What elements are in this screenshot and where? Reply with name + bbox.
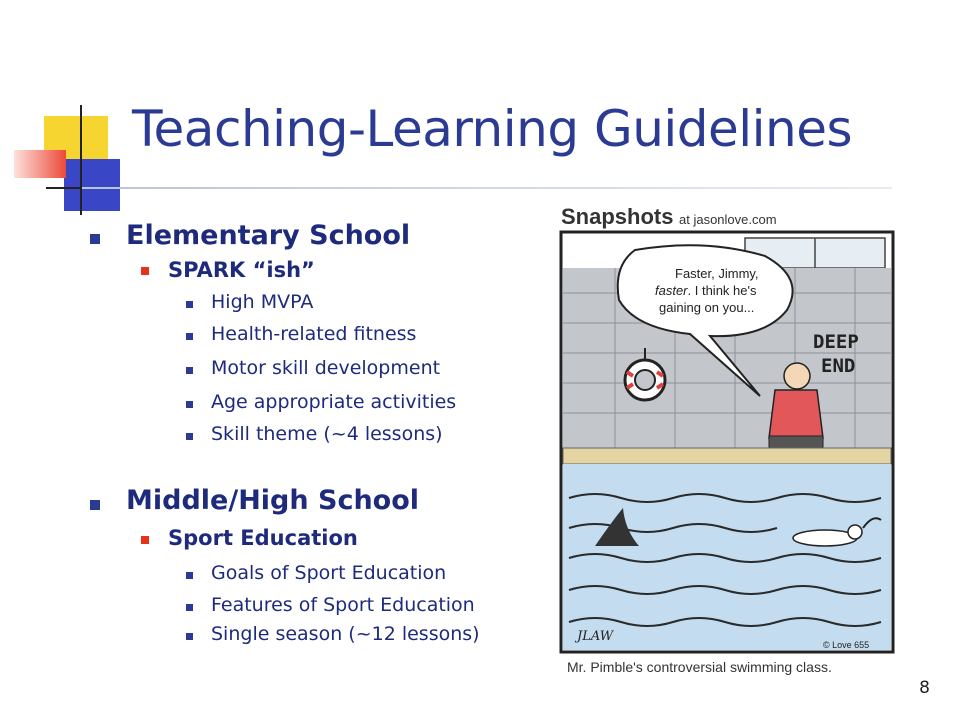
subheading-spark: SPARK “ish”	[168, 258, 315, 282]
list-item: High MVPA	[211, 291, 314, 313]
slide-title: Teaching-Learning Guidelines	[132, 100, 853, 158]
bullet-marker	[186, 572, 193, 579]
list-item: Features of Sport Education	[211, 594, 475, 616]
list-item: Health-related fitness	[211, 323, 417, 345]
comic-caption: Mr. Pimble's controversial swimming class.	[567, 659, 832, 675]
comic-header: Snapshots	[561, 204, 674, 229]
decor-vertical-line	[80, 105, 82, 215]
bullet-marker	[186, 433, 193, 440]
bullet-marker	[186, 604, 193, 611]
bullet-marker	[186, 367, 193, 374]
subheading-sport-education: Sport Education	[168, 526, 358, 550]
bullet-marker	[186, 401, 193, 408]
list-item: Age appropriate activities	[211, 391, 457, 413]
bubble-emphasis: faster	[655, 283, 688, 298]
comic-copyright: © Love 655	[823, 640, 870, 650]
list-item: Skill theme (~4 lessons)	[211, 423, 443, 445]
decor-blue-square	[64, 159, 120, 211]
bullet-marker	[90, 500, 100, 510]
decor-red-square	[14, 150, 66, 178]
heading-elementary: Elementary School	[126, 220, 411, 251]
bullet-marker	[186, 633, 193, 640]
bubble-line-3: gaining on you...	[659, 300, 755, 315]
comic-site: at jasonlove.com	[679, 212, 777, 227]
bullet-marker	[186, 333, 193, 340]
bullet-marker	[141, 267, 149, 275]
bubble-rest: . I think he's	[687, 283, 757, 298]
page-number: 8	[919, 678, 930, 698]
bubble-line-1: Faster, Jimmy,	[675, 266, 759, 281]
heading-middle-high: Middle/High School	[126, 485, 420, 516]
bullet-marker	[141, 536, 149, 544]
list-item: Motor skill development	[211, 357, 441, 379]
list-item: Goals of Sport Education	[211, 562, 447, 584]
sign-deep: DEEP	[813, 331, 859, 353]
list-item: Single season (~12 lessons)	[211, 623, 480, 645]
title-underline	[82, 187, 892, 189]
artist-signature: JLAW	[577, 629, 614, 644]
comic-strip	[555, 198, 895, 684]
sign-end: END	[821, 355, 856, 377]
bubble-line-2	[655, 283, 757, 298]
bullet-marker	[90, 234, 100, 244]
bullet-marker	[186, 301, 193, 308]
